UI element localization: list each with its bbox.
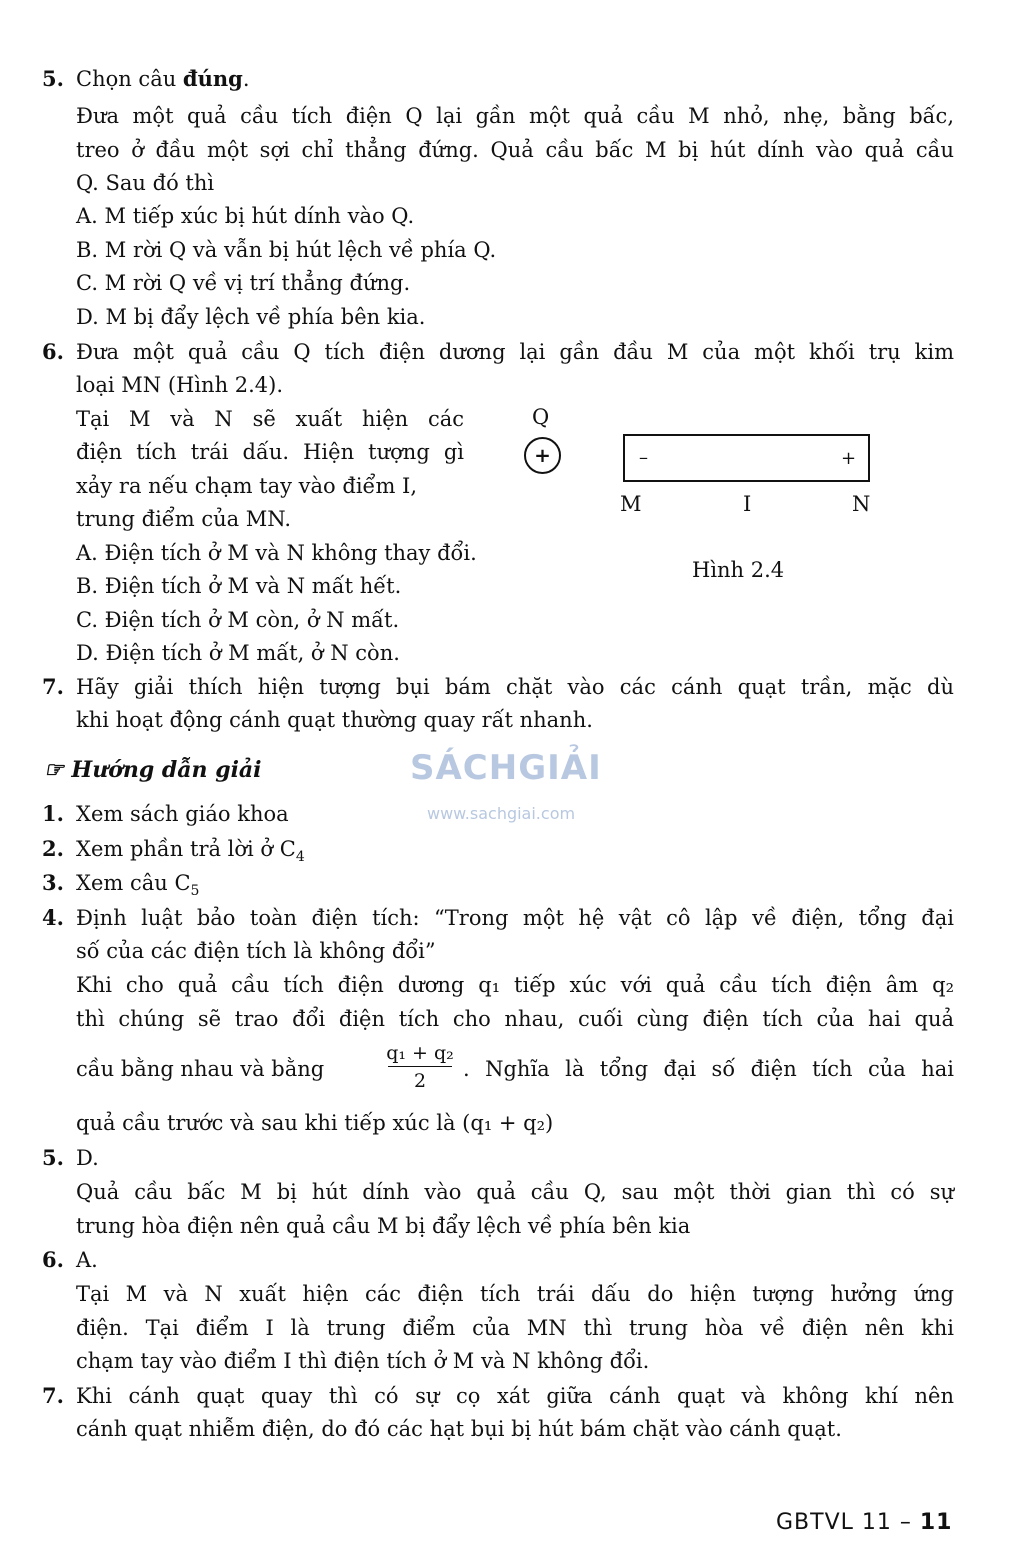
footer-book-code: GBTVL 11 – <box>776 1510 920 1535</box>
a4-line-5a: cầu bằng nhau và bằng <box>76 1057 325 1081</box>
a7-number: 7. <box>42 1383 64 1408</box>
q5-prompt-c: . <box>242 67 250 91</box>
a7-line-1: Khi cánh quạt quay thì có sự cọ xát giữa cánh quạt và không khí nên <box>76 1384 954 1408</box>
a3-line <box>76 868 199 898</box>
figure-q-label: Q <box>532 405 550 429</box>
a4-number: 4. <box>42 905 64 930</box>
q5-line-1: Đưa một quả cầu tích điện Q lại gần một quả cầu M nhỏ, nhẹ, bằng bấc, <box>76 104 954 128</box>
a6-line-3: chạm tay vào điểm I thì điện tích ở M và N không đổi. <box>76 1349 650 1373</box>
a4-line-2: số của các điện tích là không đổi” <box>76 939 436 963</box>
q5-option-c: C. M rời Q về vị trí thẳng đứng. <box>76 271 411 295</box>
a1-text: Xem sách giáo khoa <box>76 802 289 826</box>
pointing-hand-icon: ☞ <box>44 757 64 783</box>
figure-caption: Hình 2.4 <box>692 558 785 582</box>
a2-text: Xem phần trả lời ở C <box>76 837 296 861</box>
q5-option-b: B. M rời Q và vẫn bị hút lệch về phía Q. <box>76 238 497 262</box>
watermark-url: www.sachgiai.com <box>427 804 576 823</box>
q7-number: 7. <box>42 674 64 699</box>
q6-side-line-4: trung điểm của MN. <box>76 507 292 531</box>
watermark-brand: SÁCHGIẢI <box>410 748 602 788</box>
a5-answer: D. <box>76 1146 99 1170</box>
q6-side-line-1: Tại M và N sẽ xuất hiện các <box>76 407 464 431</box>
a3-text: Xem câu C <box>76 871 191 895</box>
q7-line-1: Hãy giải thích hiện tượng bụi bám chặt vào các cánh quạt trần, mặc dù <box>76 675 954 699</box>
q6-option-d: D. Điện tích ở M mất, ở N còn. <box>76 641 400 665</box>
q6-option-b: B. Điện tích ở M và N mất hết. <box>76 574 402 598</box>
q5-line-3: Q. Sau đó thì <box>76 171 215 195</box>
q5-prompt <box>76 64 250 94</box>
a3-number: 3. <box>42 870 64 895</box>
q6-number: 6. <box>42 339 64 364</box>
a6-line-1: Tại M và N xuất hiện các điện tích trái dấu do hiện tượng hưởng ứng <box>76 1282 954 1306</box>
sphere-plus-sign: + <box>534 443 551 467</box>
q5-option-a: A. M tiếp xúc bị hút dính vào Q. <box>76 204 415 228</box>
metal-rod-mn <box>623 434 870 482</box>
a4-line-6: quả cầu trước và sau khi tiếp xúc là (q₁ + q₂) <box>76 1111 554 1135</box>
figure-m-label: M <box>620 492 642 516</box>
q7-line-2: khi hoạt động cánh quạt thường quay rất nhanh. <box>76 708 593 732</box>
fraction-numerator: q₁ + q₂ <box>386 1042 454 1064</box>
q5-option-d: D. M bị đẩy lệch về phía bên kia. <box>76 305 426 329</box>
figure-i-label: I <box>743 492 752 516</box>
a2-subscript: 4 <box>295 849 305 866</box>
guide-heading <box>44 755 262 785</box>
rod-minus-sign: – <box>639 447 648 468</box>
a4-line-3: Khi cho quả cầu tích điện dương q₁ tiếp xúc với quả cầu tích điện âm q₂ <box>76 973 954 997</box>
a5-line-2: trung hòa điện nên quả cầu M bị đẩy lệch về phía bên kia <box>76 1214 691 1238</box>
a2-number: 2. <box>42 836 64 861</box>
a4-line-1: Định luật bảo toàn điện tích: “Trong một hệ vật cô lập về điện, tổng đại <box>76 906 954 930</box>
a4-line-5b: . Nghĩa là tổng đại số điện tích của hai <box>463 1057 954 1081</box>
rod-plus-sign: + <box>841 448 857 469</box>
q6-side-line-2: điện tích trái dấu. Hiện tượng gì <box>76 440 464 464</box>
a6-line-2: điện. Tại điểm I là trung điểm của MN thì trung hòa về điện nên khi <box>76 1316 954 1340</box>
fraction-denominator: 2 <box>413 1070 427 1092</box>
a5-line-1: Quả cầu bấc M bị hút dính vào quả cầu Q, sau một thời gian thì có sự <box>76 1180 954 1204</box>
q6-line-2: loại MN (Hình 2.4). <box>76 373 284 397</box>
q5-number: 5. <box>42 66 64 91</box>
guide-title: Hướng dẫn giải <box>71 757 262 783</box>
q6-side-line-3: xảy ra nếu chạm tay vào điểm I, <box>76 474 418 498</box>
page-footer <box>776 1510 952 1535</box>
charged-sphere-q <box>524 437 561 474</box>
q6-option-a: A. Điện tích ở M và N không thay đổi. <box>76 541 477 565</box>
q5-prompt-a: Chọn câu <box>76 67 183 91</box>
a3-subscript: 5 <box>190 883 200 900</box>
a4-line-4: thì chúng sẽ trao đổi điện tích cho nhau, cuối cùng điện tích của hai quả <box>76 1007 954 1031</box>
a6-number: 6. <box>42 1247 64 1272</box>
q6-option-c: C. Điện tích ở M còn, ở N mất. <box>76 608 400 632</box>
a1-number: 1. <box>42 801 64 826</box>
a6-answer: A. <box>76 1248 98 1272</box>
q5-prompt-b: đúng <box>182 66 243 91</box>
q6-line-1: Đưa một quả cầu Q tích điện dương lại gần đầu M của một khối trụ kim <box>76 340 954 364</box>
page-number: 11 <box>919 1510 953 1535</box>
fraction-q1-q2-over-2 <box>380 1040 460 1100</box>
a2-line <box>76 834 305 864</box>
a7-line-2: cánh quạt nhiễm điện, do đó các hạt bụi bị hút bám chặt vào cánh quạt. <box>76 1417 842 1441</box>
a5-number: 5. <box>42 1145 64 1170</box>
q5-line-2: treo ở đầu một sợi chỉ thẳng đứng. Quả cầu bấc M bị hút dính vào quả cầu <box>76 138 954 162</box>
figure-n-label: N <box>852 492 871 516</box>
